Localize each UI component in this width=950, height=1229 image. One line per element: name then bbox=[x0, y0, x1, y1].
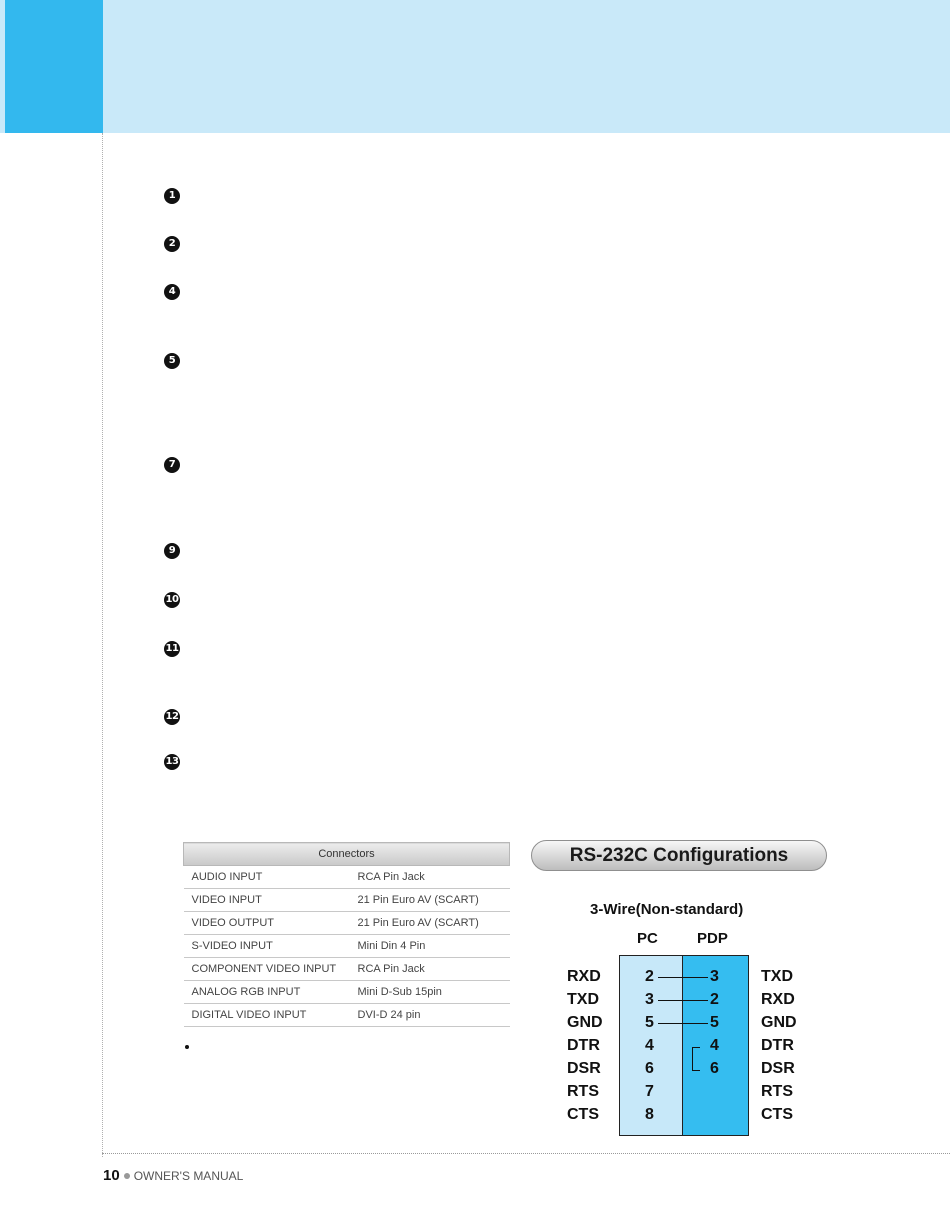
pc-signal-label: GND bbox=[567, 1014, 603, 1031]
separator-dot-icon bbox=[124, 1173, 130, 1179]
bullet-marker: 11 bbox=[164, 641, 180, 657]
bullet-marker: 10 bbox=[164, 592, 180, 608]
connector-name: VIDEO OUTPUT bbox=[184, 912, 358, 935]
pc-pin: 4 bbox=[645, 1037, 654, 1054]
pdp-pin: 6 bbox=[710, 1060, 719, 1077]
pdp-signal-label: DTR bbox=[761, 1037, 794, 1054]
manual-label: OWNER'S MANUAL bbox=[133, 1169, 244, 1183]
connector-type: RCA Pin Jack bbox=[358, 866, 510, 889]
footer-rule bbox=[102, 1153, 950, 1154]
pdp-signal-label: GND bbox=[761, 1014, 797, 1031]
connector-type: DVI-D 24 pin bbox=[358, 1004, 510, 1027]
table-row bbox=[184, 958, 510, 981]
wiring-subtitle: 3-Wire(Non-standard) bbox=[590, 901, 744, 918]
bullet-marker: 4 bbox=[164, 284, 180, 300]
table-row bbox=[184, 866, 510, 889]
pdp-signal-label: CTS bbox=[761, 1106, 793, 1123]
pc-signal-label: CTS bbox=[567, 1106, 599, 1123]
bullet-marker: 13 bbox=[164, 754, 180, 770]
connectors-header: Connectors bbox=[184, 843, 510, 866]
header-band bbox=[0, 0, 950, 133]
bullet-marker: 9 bbox=[164, 543, 180, 559]
bullet-marker: 7 bbox=[164, 457, 180, 473]
connector-name: S-VIDEO INPUT bbox=[184, 935, 358, 958]
pc-signal-label: RXD bbox=[567, 968, 601, 985]
pc-column-label: PC bbox=[637, 930, 658, 947]
table-row bbox=[184, 981, 510, 1004]
rs232-title: RS-232C Configurations bbox=[531, 840, 827, 871]
left-margin-rule bbox=[102, 133, 103, 1157]
connector-type: Mini D-Sub 15pin bbox=[358, 981, 510, 1004]
table-row bbox=[184, 935, 510, 958]
pdp-column-label: PDP bbox=[697, 930, 728, 947]
note-bullet-icon bbox=[185, 1045, 189, 1049]
wire-line bbox=[658, 1000, 708, 1001]
pc-signal-label: DSR bbox=[567, 1060, 601, 1077]
pdp-signal-label: TXD bbox=[761, 968, 793, 985]
page-number: 10 bbox=[103, 1167, 120, 1184]
connector-name: ANALOG RGB INPUT bbox=[184, 981, 358, 1004]
wire-line bbox=[658, 1023, 708, 1024]
header-tab bbox=[5, 0, 103, 133]
wire-line bbox=[658, 977, 708, 978]
connector-name: AUDIO INPUT bbox=[184, 866, 358, 889]
connectors-table bbox=[183, 842, 510, 1027]
page-footer bbox=[103, 1167, 243, 1184]
pc-pin: 2 bbox=[645, 968, 654, 985]
pc-signal-label: TXD bbox=[567, 991, 599, 1008]
pc-signal-label: RTS bbox=[567, 1083, 599, 1100]
table-row bbox=[184, 1004, 510, 1027]
bullet-marker: 5 bbox=[164, 353, 180, 369]
loopback-bracket bbox=[692, 1047, 700, 1071]
pc-signal-label: DTR bbox=[567, 1037, 600, 1054]
pdp-pin: 2 bbox=[710, 991, 719, 1008]
bullet-marker: 2 bbox=[164, 236, 180, 252]
connector-type: Mini Din 4 Pin bbox=[358, 935, 510, 958]
pc-pin: 8 bbox=[645, 1106, 654, 1123]
pc-pin: 3 bbox=[645, 991, 654, 1008]
table-row bbox=[184, 889, 510, 912]
connector-type: 21 Pin Euro AV (SCART) bbox=[358, 889, 510, 912]
bullet-marker: 12 bbox=[164, 709, 180, 725]
pdp-pin: 3 bbox=[710, 968, 719, 985]
pdp-pin: 4 bbox=[710, 1037, 719, 1054]
pc-pin: 5 bbox=[645, 1014, 654, 1031]
pc-pin: 6 bbox=[645, 1060, 654, 1077]
table-row bbox=[184, 912, 510, 935]
connector-name: VIDEO INPUT bbox=[184, 889, 358, 912]
pc-pin: 7 bbox=[645, 1083, 654, 1100]
connector-type: 21 Pin Euro AV (SCART) bbox=[358, 912, 510, 935]
connector-name: DIGITAL VIDEO INPUT bbox=[184, 1004, 358, 1027]
pdp-signal-label: RXD bbox=[761, 991, 795, 1008]
pdp-signal-label: DSR bbox=[761, 1060, 795, 1077]
connector-name: COMPONENT VIDEO INPUT bbox=[184, 958, 358, 981]
pdp-signal-label: RTS bbox=[761, 1083, 793, 1100]
pdp-pin: 5 bbox=[710, 1014, 719, 1031]
bullet-marker: 1 bbox=[164, 188, 180, 204]
connector-type: RCA Pin Jack bbox=[358, 958, 510, 981]
